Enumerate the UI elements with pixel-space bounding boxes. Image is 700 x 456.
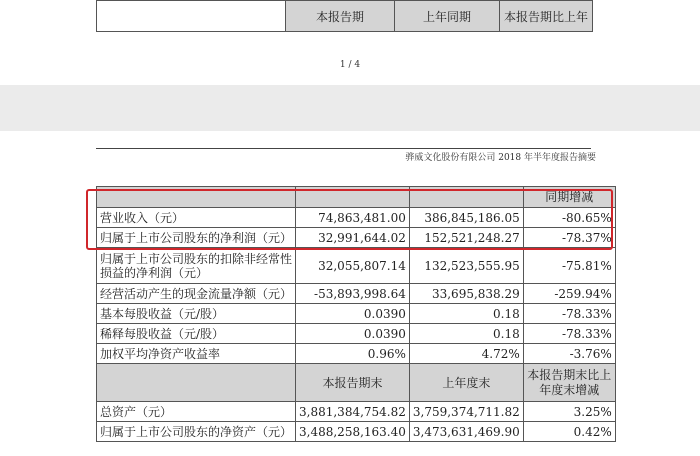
- prior-period-value: 4.72%: [409, 344, 523, 364]
- table-header-cell: 本报告期: [286, 1, 395, 32]
- current-period-value: 3,881,384,754.82: [296, 402, 410, 422]
- current-period-value: 74,863,481.00: [296, 208, 410, 228]
- change-value: -78.37%: [523, 228, 615, 248]
- table-header-cell: 本报告期末比上年度末增减: [523, 364, 615, 402]
- change-value: -3.76%: [523, 344, 615, 364]
- row-label: 基本每股收益（元/股）: [97, 304, 296, 324]
- prior-period-value: 132,523,555.95: [409, 248, 523, 284]
- change-value: 0.42%: [523, 422, 615, 442]
- current-period-value: 0.96%: [296, 344, 410, 364]
- row-label: 营业收入（元）: [97, 208, 296, 228]
- current-period-value: -53,893,998.64: [296, 284, 410, 304]
- prior-period-value: 3,759,374,711.82: [409, 402, 523, 422]
- change-value: -259.94%: [523, 284, 615, 304]
- table-row: [97, 284, 616, 304]
- change-value: -80.65%: [523, 208, 615, 228]
- change-value: -75.81%: [523, 248, 615, 284]
- page-number: 1 / 4: [339, 60, 361, 70]
- current-period-value: 3,488,258,163.40: [296, 422, 410, 442]
- row-label: 归属于上市公司股东的净利润（元）: [97, 228, 296, 248]
- prior-period-value: 0.18: [409, 304, 523, 324]
- table-header-cell: 本报告期末: [296, 364, 410, 402]
- table-header-cell: [97, 364, 296, 402]
- table-row: [97, 402, 616, 422]
- table-header-cell: 同期增减: [523, 187, 615, 208]
- current-period-value: 0.0390: [296, 324, 410, 344]
- header-divider: [96, 148, 591, 149]
- row-label: 归属于上市公司股东的净资产（元）: [97, 422, 296, 442]
- table-cell: [97, 1, 286, 32]
- table-header-cell: 本报告期比上年: [500, 1, 593, 32]
- document-header: 骅威文化股份有限公司 2018 年半年度报告摘要: [405, 153, 596, 163]
- table-row: [97, 248, 616, 284]
- change-value: -78.33%: [523, 304, 615, 324]
- table-row: [97, 324, 616, 344]
- table-row: [97, 304, 616, 324]
- prior-period-value: 386,845,186.05: [409, 208, 523, 228]
- prior-period-value: 33,695,838.29: [409, 284, 523, 304]
- row-label: 稀释每股收益（元/股）: [97, 324, 296, 344]
- current-period-value: 32,055,807.14: [296, 248, 410, 284]
- table-header-row: [97, 364, 616, 402]
- row-label: 总资产（元）: [97, 402, 296, 422]
- row-label: 加权平均净资产收益率: [97, 344, 296, 364]
- change-value: -78.33%: [523, 324, 615, 344]
- table-header-cell: 上年同期: [395, 1, 500, 32]
- prior-period-value: 152,521,248.27: [409, 228, 523, 248]
- table-row: [97, 1, 593, 32]
- row-label: 经营活动产生的现金流量净额（元）: [97, 284, 296, 304]
- table-row: [97, 344, 616, 364]
- table-header-cell: 上年度末: [409, 364, 523, 402]
- page-separator: [0, 85, 700, 131]
- change-value: 3.25%: [523, 402, 615, 422]
- prior-period-value: 0.18: [409, 324, 523, 344]
- row-label: 归属于上市公司股东的扣除非经常性损益的净利润（元）: [97, 248, 296, 284]
- table-row: [97, 422, 616, 442]
- previous-page-table-fragment: [96, 0, 593, 32]
- highlight-box: [86, 189, 613, 250]
- current-period-value: 32,991,644.02: [296, 228, 410, 248]
- prior-period-value: 3,473,631,469.90: [409, 422, 523, 442]
- current-period-value: 0.0390: [296, 304, 410, 324]
